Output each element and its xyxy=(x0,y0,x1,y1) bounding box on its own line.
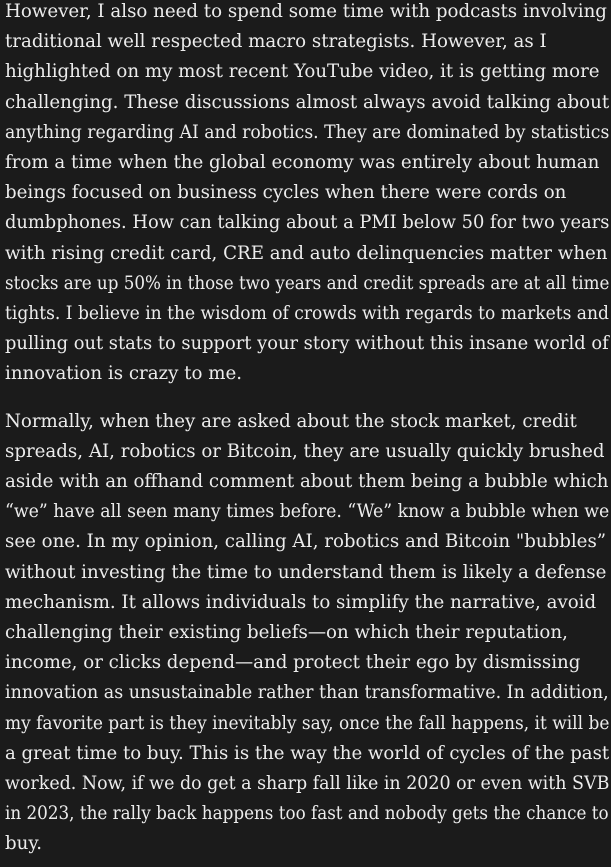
text-line: a great time to buy. This is the way the world of cycles of the past xyxy=(5,742,610,764)
paragraph-podcasts xyxy=(5,0,609,390)
text-line: with rising credit card, CRE and auto delinquencies matter when xyxy=(5,242,608,264)
text-line: stocks are up 50% in those two years and credit spreads are at all time xyxy=(5,272,610,294)
text-line: mechanism. It allows individuals to simplify the narrative, avoid xyxy=(5,591,597,613)
text-line: challenging. These discussions almost always avoid talking about xyxy=(5,91,610,113)
text-line: dumbphones. How can talking about a PMI below 50 for two years xyxy=(5,212,610,234)
text-line: “we” have all seen many times before. “We” know a bubble when we xyxy=(5,501,610,523)
text-line: spreads, AI, robotics or Bitcoin, they are usually quickly brushed xyxy=(5,440,605,462)
text-line: beings focused on business cycles when there were cords on xyxy=(5,182,567,204)
text-line: tights. I believe in the wisdom of crowds with regards to markets and xyxy=(5,303,609,325)
paragraph-bubbles xyxy=(5,407,609,860)
text-line: buy. xyxy=(5,833,42,855)
text-line: anything regarding AI and robotics. They are dominated by statistics xyxy=(5,121,610,143)
text-line: worked. Now, if we do get a sharp fall like in 2020 or even with SVB xyxy=(5,773,610,795)
text-line: income, or clicks depend—and protect their ego by dismissing xyxy=(5,652,581,674)
text-line: Normally, when they are asked about the stock market, credit xyxy=(5,410,577,432)
text-line: highlighted on my most recent YouTube video, it is getting more xyxy=(5,61,600,83)
text-line: aside with an offhand comment about them being a bubble which xyxy=(5,471,609,493)
text-line: traditional well respected macro strategists. However, as I xyxy=(5,31,547,53)
text-line: without investing the time to understand them is likely a defense xyxy=(5,561,607,583)
text-line: However, I also need to spend some time with podcasts involving xyxy=(5,1,607,22)
text-line: challenging their existing beliefs—on which their reputation, xyxy=(5,622,568,644)
text-line: my favorite part is they inevitably say, once the fall happens, it will be xyxy=(5,712,610,734)
text-line: innovation is crazy to me. xyxy=(5,363,243,385)
text-line: pulling out stats to support your story without this insane world of xyxy=(5,333,609,355)
text-line: from a time when the global economy was entirely about human xyxy=(5,152,600,174)
text-line: innovation as unsustainable rather than transformative. In addition, xyxy=(5,682,609,704)
text-line: see one. In my opinion, calling AI, robotics and Bitcoin "bubbles” xyxy=(5,531,607,553)
text-line: in 2023, the rally back happens too fast and nobody gets the chance to xyxy=(5,803,609,825)
